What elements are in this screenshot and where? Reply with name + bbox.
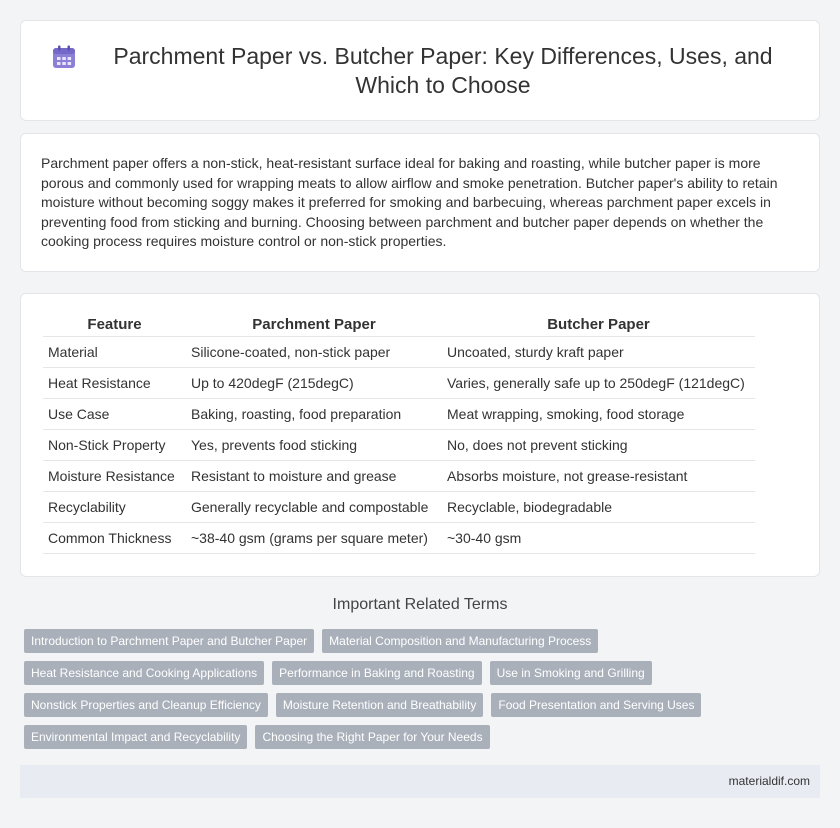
intro-card (20, 133, 820, 272)
feature-cell: Heat Resistance (43, 368, 186, 399)
parchment-cell: Silicone-coated, non-stick paper (186, 337, 442, 368)
butcher-cell: Varies, generally safe up to 250degF (121degC) (442, 368, 755, 399)
parchment-cell: ~38-40 gsm (grams per square meter) (186, 523, 442, 554)
table-row (43, 368, 755, 399)
header-card (20, 20, 820, 121)
table-header-row (43, 308, 755, 337)
table-row (43, 523, 755, 554)
related-terms-title: Important Related Terms (332, 596, 508, 613)
calendar-icon (51, 44, 77, 70)
feature-cell: Recyclability (43, 492, 186, 523)
butcher-cell: Recyclable, biodegradable (442, 492, 755, 523)
related-term-tag[interactable]: Choosing the Right Paper for Your Needs (255, 725, 489, 749)
header-parchment: Parchment Paper (186, 308, 442, 337)
parchment-cell: Yes, prevents food sticking (186, 430, 442, 461)
related-term-tag[interactable]: Introduction to Parchment Paper and Butcher Paper (24, 629, 314, 653)
comparison-table (43, 308, 755, 554)
related-term-tag[interactable]: Use in Smoking and Grilling (490, 661, 652, 685)
footer (20, 765, 820, 798)
header-feature: Feature (43, 308, 186, 337)
intro-paragraph: Parchment paper offers a non-stick, heat-resistant surface ideal for baking and roasting, while butcher paper is more porous and commonly used for wrapping meats to allow airflow and smoke penetration. Butcher paper's ability to retain moisture without becoming soggy makes it preferred for smoking and barbecuing, whereas parchment paper excels in preventing food from sticking and burning. Choosing between parchment and butcher paper depends on whether the cooking process requires moisture control or non-stick properties. (41, 155, 778, 250)
parchment-cell: Generally recyclable and compostable (186, 492, 442, 523)
feature-cell: Non-Stick Property (43, 430, 186, 461)
tag-row (24, 629, 814, 653)
page-title: Parchment Paper vs. Butcher Paper: Key Differences, Uses, and Which to Choose (113, 42, 773, 98)
butcher-cell: Uncoated, sturdy kraft paper (442, 337, 755, 368)
table-row (43, 461, 755, 492)
footer-site-link[interactable]: materialdif.com (728, 774, 810, 788)
butcher-cell: Meat wrapping, smoking, food storage (442, 399, 755, 430)
related-term-tag[interactable]: Nonstick Properties and Cleanup Efficiency (24, 693, 268, 717)
comparison-table-card (20, 293, 820, 577)
related-term-tag[interactable]: Performance in Baking and Roasting (272, 661, 481, 685)
feature-cell: Moisture Resistance (43, 461, 186, 492)
related-term-tag[interactable]: Environmental Impact and Recyclability (24, 725, 247, 749)
parchment-cell: Resistant to moisture and grease (186, 461, 442, 492)
related-term-tag[interactable]: Material Composition and Manufacturing Process (322, 629, 598, 653)
parchment-cell: Baking, roasting, food preparation (186, 399, 442, 430)
tag-row (24, 725, 814, 749)
feature-cell: Material (43, 337, 186, 368)
parchment-cell: Up to 420degF (215degC) (186, 368, 442, 399)
tag-row (24, 693, 814, 717)
butcher-cell: ~30-40 gsm (442, 523, 755, 554)
feature-cell: Use Case (43, 399, 186, 430)
table-row (43, 430, 755, 461)
tag-row (24, 661, 814, 685)
table-row (43, 492, 755, 523)
header-butcher: Butcher Paper (442, 308, 755, 337)
butcher-cell: Absorbs moisture, not grease-resistant (442, 461, 755, 492)
feature-cell: Common Thickness (43, 523, 186, 554)
butcher-cell: No, does not prevent sticking (442, 430, 755, 461)
related-term-tag[interactable]: Moisture Retention and Breathability (276, 693, 483, 717)
table-row (43, 399, 755, 430)
table-row (43, 337, 755, 368)
related-terms-list (24, 629, 814, 757)
related-term-tag[interactable]: Food Presentation and Serving Uses (491, 693, 701, 717)
related-term-tag[interactable]: Heat Resistance and Cooking Applications (24, 661, 264, 685)
